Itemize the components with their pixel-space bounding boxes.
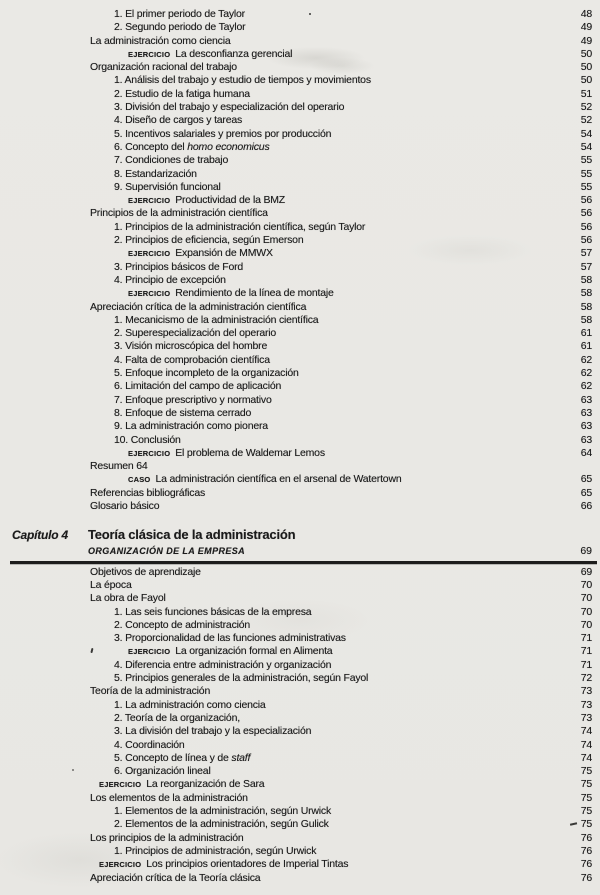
toc-entry-label: 6. Organización lineal <box>114 765 211 778</box>
toc-page-number: 61 <box>580 340 592 353</box>
toc-exercise-row <box>90 194 592 207</box>
toc-page-number: 50 <box>580 61 592 74</box>
toc-page-number: 75 <box>580 765 592 778</box>
toc-page-number: 65 <box>580 473 592 486</box>
toc-entry-label: 3. División del trabajo y especialización del operario <box>114 101 345 114</box>
toc-page-number: 75 <box>580 778 592 791</box>
toc-entry-label: 5. Concepto de línea y de staff <box>114 751 251 764</box>
toc-row <box>90 712 592 725</box>
toc-row <box>90 35 592 48</box>
toc-page-number: 75 <box>580 805 592 818</box>
toc-page-number: 74 <box>580 725 592 738</box>
toc-entry-label: 1. Mecanicismo de la administración científica <box>114 313 319 326</box>
chapter-label: Capítulo 4 <box>12 528 69 543</box>
toc-page-number: 57 <box>580 260 592 273</box>
toc-entry-label: 6. Limitación del campo de aplicación <box>114 380 282 393</box>
toc-entry-label: 8. Enfoque de sistema cerrado <box>114 406 252 419</box>
toc-row <box>90 88 592 101</box>
toc-page-number: 63 <box>580 420 592 433</box>
toc-entry-label: Referencias bibliográficas <box>90 486 206 499</box>
toc-entry-keyword: EJERCICIO <box>128 448 171 458</box>
toc-entry-label: 5. Incentivos salariales y premios por producción <box>114 127 332 140</box>
toc-row <box>90 314 592 327</box>
toc-entry-label: 1. Principios de la administración científica, según Taylor <box>114 220 366 233</box>
toc-exercise-row <box>90 48 592 61</box>
toc-row <box>90 434 592 447</box>
toc-exercise-row <box>90 447 592 460</box>
toc-entry-label: 5. Enfoque incompleto de la organización <box>114 367 299 380</box>
toc-page-number: 64 <box>580 446 592 459</box>
toc-entry-label: 1. El primer periodo de Taylor <box>114 8 245 20</box>
toc-entry-italic: staff <box>231 751 251 764</box>
toc-entry-keyword: EJERCICIO <box>128 289 171 299</box>
toc-row <box>90 101 592 114</box>
toc-entry-keyword: EJERCICIO <box>128 49 171 59</box>
toc-page-number: 58 <box>580 273 592 286</box>
toc-page-number: 56 <box>580 220 592 233</box>
chapter-subtitle: ORGANIZACIÓN DE LA EMPRESA <box>88 546 246 557</box>
chapter-subtitle-row <box>88 546 592 557</box>
toc-row <box>90 380 592 393</box>
toc-entry-keyword: EJERCICIO <box>99 860 142 870</box>
toc-page-number: 70 <box>580 592 592 605</box>
toc-entry-label: Teoría de la administración <box>90 685 211 698</box>
toc-row <box>90 619 592 632</box>
scan-artifact <box>309 13 311 15</box>
toc-entry-label: EJERCICIO Rendimiento de la línea de montaje <box>128 287 334 300</box>
toc-row <box>90 566 592 579</box>
toc-page-number: 49 <box>580 21 592 34</box>
toc-page-number: 56 <box>580 194 592 207</box>
toc-entry-label: EJERCICIO Expansión de MMWX <box>128 247 273 260</box>
toc-entry-label: 2. Elementos de la administración, según Gulick <box>114 818 329 831</box>
toc-page-number: 63 <box>580 406 592 419</box>
toc-page-number: 56 <box>580 207 592 220</box>
toc-entry-label: Resumen 64 <box>90 460 148 473</box>
toc-page-number: 73 <box>580 698 592 711</box>
toc-exercise-row <box>90 858 592 871</box>
toc-page-number: 63 <box>580 393 592 406</box>
toc-entry-label: 9. Supervisión funcional <box>114 180 221 193</box>
toc-entry-label: 6. Concepto del homo economicus <box>114 140 270 153</box>
toc-page-number: 70 <box>580 618 592 631</box>
toc-row <box>90 845 592 858</box>
toc-entry-label: 7. Enfoque prescriptivo y normativo <box>114 393 272 406</box>
toc-row <box>90 207 592 220</box>
toc-row <box>90 739 592 752</box>
toc-entry-keyword: EJERCICIO <box>128 196 171 206</box>
toc-page-number: 49 <box>580 34 592 47</box>
toc-entry-label: Principios de la administración científica <box>90 207 268 220</box>
toc-entry-label: 4. Diseño de cargos y tareas <box>114 114 243 127</box>
toc-entry-label: 4. Diferencia entre administración y organización <box>114 658 332 671</box>
toc-row <box>90 168 592 181</box>
toc-page-number: 73 <box>580 685 592 698</box>
toc-entry-label: Organización racional del trabajo <box>90 61 237 74</box>
toc-page-number: 52 <box>580 114 592 127</box>
toc-row <box>90 606 592 619</box>
toc-row <box>90 354 592 367</box>
toc-row <box>90 765 592 778</box>
toc-row <box>90 407 592 420</box>
toc-row <box>90 61 592 74</box>
toc-row <box>90 487 592 500</box>
toc-page-number: 76 <box>580 844 592 857</box>
toc-row <box>90 818 592 831</box>
toc-exercise-row <box>90 473 592 486</box>
toc-row <box>90 579 592 592</box>
chapter-page-number: 69 <box>580 545 592 558</box>
toc-page-number: 66 <box>580 499 592 512</box>
toc-page-number: 54 <box>580 127 592 140</box>
toc-entry-label: EJERCICIO La desconfianza gerencial <box>128 47 293 60</box>
toc-entry-label: 2. Estudio de la fatiga humana <box>114 87 250 100</box>
toc-row <box>90 154 592 167</box>
toc-entry-italic: homo economicus <box>187 140 270 153</box>
toc-entry-label: Objetivos de aprendizaje <box>90 565 201 578</box>
toc-page-number: 57 <box>580 247 592 260</box>
toc-entry-label: 2. Teoría de la organización, <box>114 711 240 724</box>
chapter-heading-main <box>88 528 592 557</box>
toc-entry-label: 4. Principio de excepción <box>114 273 226 286</box>
toc-entry-label: 1. La administración como ciencia <box>114 698 266 711</box>
toc-entry-label: 3. Visión microscópica del hombre <box>114 340 268 353</box>
toc-entry-label: 3. La división del trabajo y la especialización <box>114 725 312 738</box>
toc-row <box>90 301 592 314</box>
toc-page-number: 75 <box>580 791 592 804</box>
toc-row <box>90 21 592 34</box>
toc-page-number: 50 <box>580 47 592 60</box>
toc-entry-label: EJERCICIO La organización formal en Alimenta <box>128 645 333 658</box>
toc-entry-label: Apreciación crítica de la Teoría clásica <box>90 871 261 884</box>
toc-row <box>90 685 592 698</box>
toc-page-number: 52 <box>580 101 592 114</box>
toc-entry-label: 7. Condiciones de trabajo <box>114 154 229 167</box>
toc-row <box>90 805 592 818</box>
toc-page-number: 54 <box>580 140 592 153</box>
toc-page-number: 62 <box>580 353 592 366</box>
toc-exercise-row <box>90 778 592 791</box>
toc-page-number: 63 <box>580 433 592 446</box>
toc-page-number: 65 <box>580 486 592 499</box>
toc-row <box>90 128 592 141</box>
toc-page-number: 55 <box>580 180 592 193</box>
toc-entry-keyword: EJERCICIO <box>99 780 142 790</box>
toc-page-number: 72 <box>580 672 592 685</box>
toc-row <box>90 500 592 513</box>
toc-row <box>90 367 592 380</box>
toc-entry-label: La obra de Fayol <box>90 592 166 605</box>
toc-entry-label: La época <box>90 578 132 591</box>
toc-page-number: 69 <box>580 565 592 578</box>
toc-entry-label: 3. Principios básicos de Ford <box>114 260 244 273</box>
toc-row <box>90 221 592 234</box>
divider-rule <box>10 561 597 563</box>
toc-exercise-row <box>90 645 592 658</box>
toc-entry-label: 1. Las seis funciones básicas de la empresa <box>114 605 312 618</box>
toc-entry-label: 2. Superespecialización del operario <box>114 327 277 340</box>
toc-page-number: 70 <box>580 578 592 591</box>
toc-row <box>90 327 592 340</box>
toc-row <box>90 872 592 885</box>
toc-row <box>90 181 592 194</box>
toc-entry-label: 10. Conclusión <box>114 433 181 446</box>
toc-page-number: 61 <box>580 327 592 340</box>
toc-entry-label: EJERCICIO Los principios orientadores de Imperial Tintas <box>99 858 349 871</box>
toc-row <box>90 659 592 672</box>
toc-page-number: 76 <box>580 831 592 844</box>
toc-row <box>90 460 592 473</box>
toc-entry-keyword: CASO <box>128 475 151 485</box>
toc-page-number: 58 <box>580 313 592 326</box>
toc-row <box>90 632 592 645</box>
toc-page-number: 58 <box>580 287 592 300</box>
toc-entry-label: 9. La administración como pionera <box>114 420 268 433</box>
toc-row <box>90 752 592 765</box>
toc-section-chapter-4 <box>0 566 600 885</box>
toc-entry-label: 2. Segundo periodo de Taylor <box>114 21 246 34</box>
toc-page-number: 56 <box>580 234 592 247</box>
toc-page-number: 71 <box>580 645 592 658</box>
chapter-title: Teoría clásica de la administración <box>88 527 296 543</box>
toc-row <box>90 340 592 353</box>
toc-entry-label: 2. Principios de eficiencia, según Emerson <box>114 234 304 247</box>
toc-entry-label: 8. Estandarización <box>114 167 197 180</box>
toc-entry-label: EJERCICIO La reorganización de Sara <box>99 778 265 791</box>
toc-row <box>90 792 592 805</box>
toc-page-number: 75 <box>580 818 592 831</box>
toc-page-number: 58 <box>580 300 592 313</box>
toc-row <box>90 274 592 287</box>
toc-row <box>90 261 592 274</box>
toc-page-number: 50 <box>580 74 592 87</box>
toc-entry-label: 3. Proporcionalidad de las funciones administrativas <box>114 632 346 645</box>
toc-entry-keyword: EJERCICIO <box>128 249 171 259</box>
toc-entry-label: 1. Análisis del trabajo y estudio de tiempos y movimientos <box>114 74 371 87</box>
toc-entry-label: EJERCICIO Productividad de la BMZ <box>128 194 286 207</box>
toc-entry-label: 5. Principios generales de la administración, según Fayol <box>114 672 369 685</box>
toc-row <box>90 234 592 247</box>
toc-entry-keyword: EJERCICIO <box>128 647 171 657</box>
toc-entry-label: Los principios de la administración <box>90 831 244 844</box>
toc-page-number: 74 <box>580 751 592 764</box>
chapter-heading <box>12 528 592 557</box>
toc-page-number: 76 <box>580 871 592 884</box>
toc-page-number: 71 <box>580 658 592 671</box>
scan-artifact <box>72 769 74 771</box>
toc-row <box>90 592 592 605</box>
toc-entry-label: 4. Falta de comprobación científica <box>114 353 270 366</box>
toc-entry-label: 1. Principios de administración, según Urwick <box>114 844 317 857</box>
toc-row <box>90 74 592 87</box>
toc-page-number: 62 <box>580 380 592 393</box>
toc-entry-label: Glosario básico <box>90 499 160 512</box>
toc-entry-label: 2. Concepto de administración <box>114 618 251 631</box>
toc-row <box>90 420 592 433</box>
toc-page-number: 48 <box>580 8 592 20</box>
toc-entry-label: 1. Elementos de la administración, según Urwick <box>114 805 332 818</box>
toc-section-chapter-3 <box>0 8 600 513</box>
toc-row <box>90 699 592 712</box>
toc-row <box>90 672 592 685</box>
toc-row <box>90 141 592 154</box>
toc-page-number: 76 <box>580 858 592 871</box>
toc-page-number: 70 <box>580 605 592 618</box>
toc-row <box>90 114 592 127</box>
toc-page-number: 73 <box>580 711 592 724</box>
toc-entry-label: EJERCICIO El problema de Waldemar Lemos <box>128 446 325 459</box>
toc-row <box>90 8 592 21</box>
toc-exercise-row <box>90 247 592 260</box>
toc-page-number: 62 <box>580 367 592 380</box>
toc-row <box>90 832 592 845</box>
toc-page-number: 51 <box>580 87 592 100</box>
toc-entry-label: CASO La administración científica en el arsenal de Watertown <box>128 473 402 486</box>
toc-entry-label: Los elementos de la administración <box>90 791 248 804</box>
toc-page-number: 55 <box>580 167 592 180</box>
toc-page-number: 55 <box>580 154 592 167</box>
toc-exercise-row <box>90 287 592 300</box>
toc-row <box>90 725 592 738</box>
toc-page-number: 74 <box>580 738 592 751</box>
toc-entry-label: La administración como ciencia <box>90 34 231 47</box>
toc-page-number: 71 <box>580 632 592 645</box>
toc-entry-label: Apreciación crítica de la administración científica <box>90 300 307 313</box>
toc-entry-label: 4. Coordinación <box>114 738 185 751</box>
toc-row <box>90 394 592 407</box>
